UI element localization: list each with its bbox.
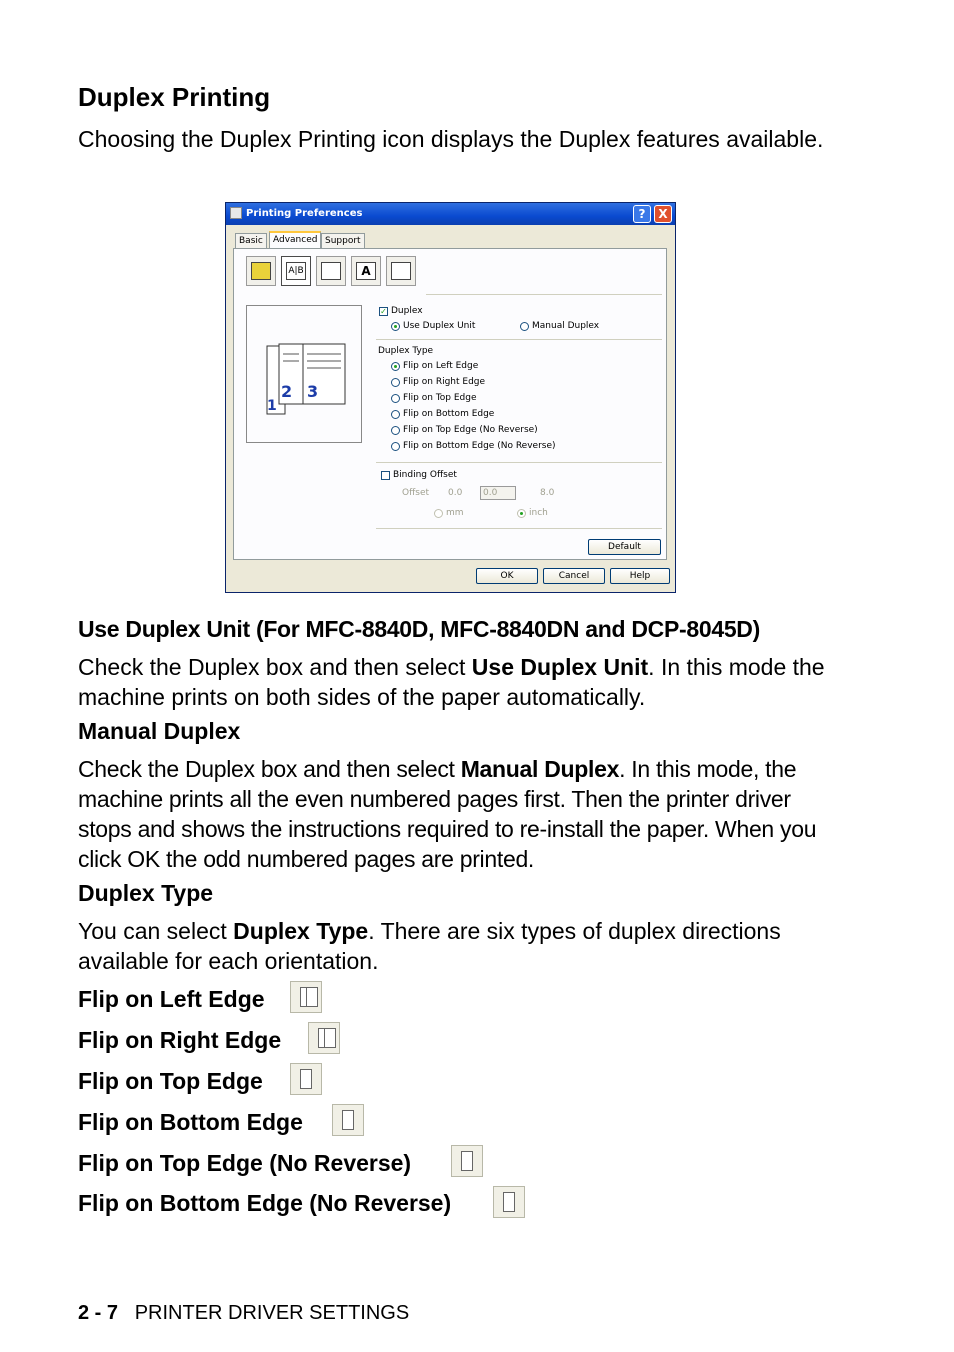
flip-top-edge-radio[interactable] xyxy=(391,394,400,403)
binding-offset-label: Binding Offset xyxy=(393,470,457,480)
duplex-printing-button[interactable] xyxy=(281,256,311,286)
flip-right-edge-label: Flip on Right Edge xyxy=(403,377,486,387)
text: . There are six types of duplex directions available for each orientation. xyxy=(78,918,781,974)
cancel-button[interactable]: Cancel xyxy=(543,568,605,584)
text: . In this mode, the machine prints all the even numbered pages first. Then the printer driver stops and shows the instructions required to re-install the paper. When you click OK the odd numbered pages are printed. xyxy=(78,756,817,872)
duplex-checkbox-label: Duplex xyxy=(391,306,423,316)
offset-max: 8.0 xyxy=(540,488,555,498)
device-options-button[interactable] xyxy=(386,256,416,286)
offset-min: 0.0 xyxy=(448,488,463,498)
manual-duplex-radio[interactable] xyxy=(520,322,529,331)
intro-paragraph: Choosing the Duplex Printing icon displays the Duplex features available. xyxy=(78,126,824,152)
flip-right-edge-radio[interactable] xyxy=(391,378,400,387)
unit-mm-label: mm xyxy=(446,508,464,518)
offset-input[interactable]: 0.0 xyxy=(480,486,516,500)
use-duplex-unit-paragraph xyxy=(78,652,838,712)
flip-bottom-edge-label: Flip on Bottom Edge xyxy=(403,409,495,419)
watermark-icon xyxy=(321,262,341,280)
flip-top-edge-icon xyxy=(290,1063,322,1095)
close-button[interactable]: X xyxy=(654,205,672,223)
flip-left-edge-item: Flip on Left Edge xyxy=(78,986,265,1012)
flip-bottom-edge-icon xyxy=(332,1104,364,1136)
flip-top-edge-no-reverse-item: Flip on Top Edge (No Reverse) xyxy=(78,1150,412,1176)
page-title: Duplex Printing xyxy=(78,82,271,112)
bold-term: Duplex Type xyxy=(233,918,369,944)
preview-page-1: 1 xyxy=(267,398,277,414)
device-options-icon xyxy=(391,262,411,280)
tab-basic[interactable]: Basic xyxy=(235,233,267,248)
duplex-checkbox[interactable]: ✓ xyxy=(380,307,387,316)
binding-offset-checkbox[interactable] xyxy=(381,471,390,480)
duplex-type-paragraph xyxy=(78,916,838,976)
flip-top-edge-label: Flip on Top Edge xyxy=(403,393,477,403)
page-setting-icon: A xyxy=(356,262,376,280)
flip-right-edge-icon xyxy=(308,1022,340,1054)
flip-left-edge-label: Flip on Left Edge xyxy=(403,361,479,371)
flip-left-edge-icon xyxy=(290,981,322,1013)
page-number: 2 - 7 xyxy=(78,1302,119,1324)
footer-section: PRINTER DRIVER SETTINGS xyxy=(134,1302,410,1324)
bold-term: Use Duplex Unit xyxy=(471,654,649,680)
unit-inch-label: inch xyxy=(529,508,548,518)
flip-bottom-edge-no-reverse-item: Flip on Bottom Edge (No Reverse) xyxy=(78,1190,452,1216)
duplex-preview-illustration xyxy=(247,306,361,442)
quality-icon xyxy=(251,262,271,280)
flip-right-edge-item: Flip on Right Edge xyxy=(78,1027,282,1053)
flip-top-edge-no-reverse-icon xyxy=(451,1145,483,1177)
use-duplex-unit-label: Use Duplex Unit xyxy=(403,321,476,331)
print-quality-button[interactable] xyxy=(246,256,276,286)
flip-bottom-edge-radio[interactable] xyxy=(391,410,400,419)
preview-page-3: 3 xyxy=(307,382,319,401)
use-duplex-unit-heading: Use Duplex Unit (For MFC-8840D, MFC-8840DN and DCP-8045D) xyxy=(78,616,760,642)
flip-bottom-edge-item: Flip on Bottom Edge xyxy=(78,1109,303,1135)
use-duplex-unit-radio[interactable] xyxy=(391,322,400,331)
offset-label: Offset xyxy=(402,488,430,498)
flip-bottom-edge-no-reverse-radio[interactable] xyxy=(391,442,400,451)
watermark-button[interactable] xyxy=(316,256,346,286)
preview-page-2: 2 xyxy=(281,382,293,401)
duplex-divider xyxy=(376,339,662,340)
manual-duplex-paragraph xyxy=(78,754,838,874)
help-button[interactable]: Help xyxy=(610,568,670,584)
duplex-type-heading: Duplex Type xyxy=(78,880,214,906)
unit-mm-radio[interactable] xyxy=(434,509,443,518)
dialog-title: Printing Preferences xyxy=(246,208,363,219)
printing-preferences-dialog xyxy=(225,202,676,593)
flip-bottom-edge-no-reverse-icon xyxy=(493,1186,525,1218)
unit-inch-radio[interactable] xyxy=(517,509,526,518)
bottom-divider xyxy=(376,528,662,529)
flip-top-edge-no-reverse-radio[interactable] xyxy=(391,426,400,435)
manual-duplex-heading: Manual Duplex xyxy=(78,718,241,744)
page-footer xyxy=(78,1302,409,1325)
duplex-preview xyxy=(246,305,362,443)
text: . In this mode the machine prints on both sides of the paper automatically. xyxy=(78,654,825,710)
manual-duplex-label: Manual Duplex xyxy=(532,321,600,331)
text: Check the Duplex box and then select xyxy=(78,756,461,782)
printer-icon xyxy=(230,207,242,219)
bold-term: Manual Duplex xyxy=(460,756,620,782)
tab-advanced[interactable]: Advanced xyxy=(269,231,321,249)
icon-row-divider xyxy=(426,294,662,295)
duplex-type-label: Duplex Type xyxy=(378,346,434,356)
flip-top-edge-no-reverse-label: Flip on Top Edge (No Reverse) xyxy=(403,425,538,435)
text: You can select xyxy=(78,918,234,944)
duplex-icon: A|B xyxy=(286,262,306,280)
tab-support[interactable]: Support xyxy=(321,233,365,248)
binding-divider xyxy=(376,462,662,463)
flip-left-edge-radio[interactable] xyxy=(391,362,400,371)
page-setting-button[interactable] xyxy=(351,256,381,286)
help-title-button[interactable]: ? xyxy=(633,205,651,223)
flip-top-edge-item: Flip on Top Edge xyxy=(78,1068,263,1094)
flip-bottom-edge-no-reverse-label: Flip on Bottom Edge (No Reverse) xyxy=(403,441,556,451)
dialog-titlebar xyxy=(226,203,675,225)
ok-button[interactable]: OK xyxy=(476,568,538,584)
text: Check the Duplex box and then select xyxy=(78,654,472,680)
default-button[interactable]: Default xyxy=(588,539,661,555)
